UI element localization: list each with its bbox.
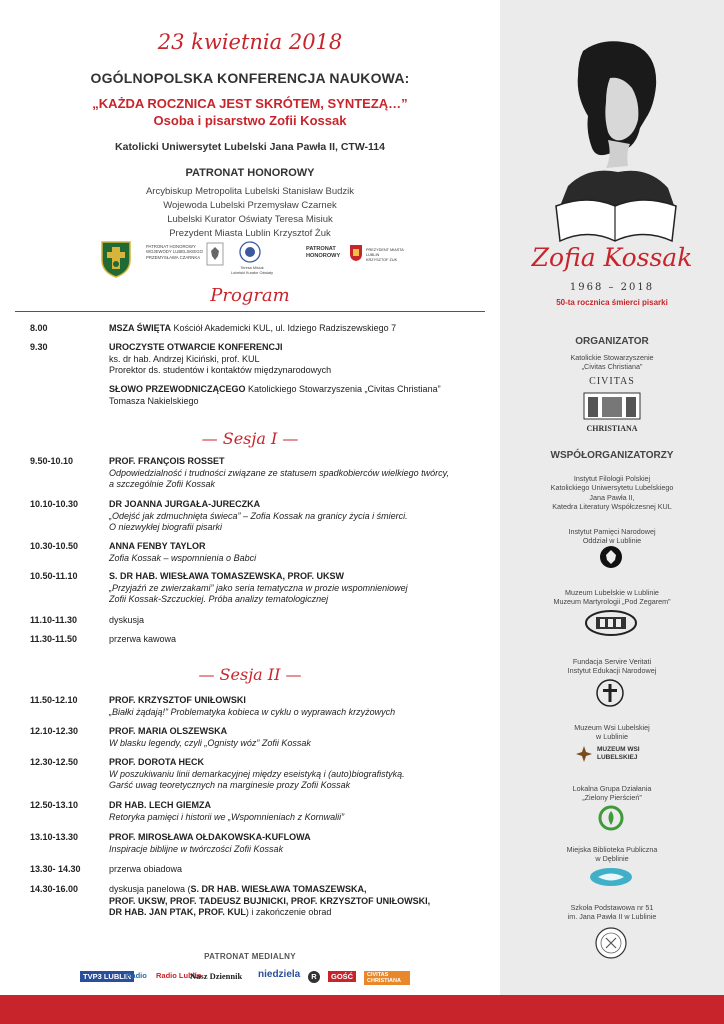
speaker-name: PROF. MIROSŁAWA OŁDAKOWSKA-KUFLOWA: [109, 832, 311, 842]
prezydent-logo-line: KRZYSZTOF ŻUK: [366, 258, 398, 262]
coorganizer-line: Oddział w Lublinie: [582, 536, 642, 546]
patron-item: Arcybiskup Metropolita Lubelski Stanisław Budzik: [145, 186, 355, 197]
schedule-time: 10.30-10.50: [30, 541, 79, 551]
session-1-heading: — Sesja I —: [201, 429, 299, 448]
schedule-body: [109, 832, 494, 855]
ipn-eagle-logo: [599, 545, 623, 569]
speaker-name: DR HAB. LECH GIEMZA: [109, 800, 211, 810]
speaker-name: PROF. FRANÇOIS ROSSET: [109, 456, 225, 466]
coorganizer-line: Katolickiego Uniwersytetu Lubelskiego: [550, 483, 674, 493]
schedule-title: SŁOWO PRZEWODNICZĄCEGO: [109, 384, 246, 394]
coorganizer-line: im. Jana Pawła II w Lublinie: [567, 912, 657, 922]
civitas-christiana-media-logo: CIVITAS CHRISTIANA: [364, 971, 410, 985]
session-2-heading: — Sesja II —: [198, 665, 302, 684]
kurator-emblem-icon: [238, 240, 262, 264]
venue: Katolicki Uniwersytet Lubelski Jana Pawła II, CTW-114: [115, 141, 385, 153]
coorganizer-line: Instytut Pamięci Narodowej: [568, 527, 656, 536]
coorganizer: [500, 474, 724, 511]
patron-item: Wojewoda Lubelski Przemysław Czarnek: [163, 200, 337, 211]
schedule-time: 12.30-12.50: [30, 757, 79, 767]
schedule-time: 13.30- 14.30: [30, 864, 81, 874]
schedule-time: 12.10-12.30: [30, 726, 79, 736]
speaker-name: PROF. KRZYSZTOF UNIŁOWSKI: [109, 695, 246, 705]
coorganizer: [500, 903, 724, 922]
coorganizer-line: Miejska Biblioteka Publiczna: [566, 845, 658, 854]
coorganizer-line: Muzeum Lubelskie w Lublinie: [565, 588, 659, 597]
conference-title: OGÓLNOPOLSKA KONFERENCJA NAUKOWA:: [90, 70, 410, 86]
zofia-kossak-years: 1968 – 2018: [569, 282, 655, 293]
panel-member: S. DR HAB. WIESŁAWA TOMASZEWSKA,: [190, 884, 367, 894]
civitas-christiana-logo: [580, 376, 644, 436]
media-heading: PATRONAT MEDIALNY: [204, 952, 296, 961]
radio-logo: Radio: [126, 971, 147, 980]
speaker-name: PROF. MARIA OLSZEWSKA: [109, 726, 228, 736]
zofia-kossak-name: Zofia Kossak: [531, 243, 693, 272]
schedule-detail: dyskusja panelowa (: [109, 884, 191, 894]
talk-title: Garść uwag teoretycznych na marginesie prozy Zofii Kossak: [109, 780, 351, 790]
servire-veritati-logo: [595, 678, 625, 708]
coorganizer-line: „Zielony Pierścień”: [582, 793, 642, 803]
schedule-detail: Kościół Akademicki KUL, ul. Idziego Radziszewskiego 7: [171, 323, 397, 333]
schedule-body: [109, 884, 494, 919]
biblioteka-deblin-logo: [588, 866, 634, 888]
speaker-name: S. DR HAB. WIESŁAWA TOMASZEWSKA, PROF. UKSW: [109, 571, 345, 581]
radio-r-logo: R: [308, 971, 320, 983]
patron-item: Prezydent Miasta Lublin Krzysztof Żuk: [169, 228, 331, 239]
speaker-name: DR JOANNA JURGAŁA-JURECZKA: [109, 499, 261, 509]
coorganizer: [500, 723, 724, 742]
wojewoda-logo-text: PATRONAT HONOROWY: [146, 244, 196, 249]
coorganizer-line: Jana Pawła II,: [589, 492, 635, 502]
schedule-body: [109, 800, 494, 823]
speaker-name: PROF. DOROTA HECK: [109, 757, 205, 767]
coorganizer-line: Muzeum Wsi Lubelskiej: [574, 723, 650, 732]
organizator-line: Katolickie Stowarzyszenie: [570, 353, 654, 362]
schedule-time: 12.50-13.10: [30, 800, 79, 810]
coorganizer-line: Lokalna Grupa Działania: [572, 784, 652, 793]
wojewoda-logo: [146, 244, 204, 260]
patronat-heading: PATRONAT HONOROWY: [185, 167, 315, 179]
prezydent-patronat-line: PATRONAT: [306, 246, 336, 252]
coorganizer-line: Fundacja Servire Veritati: [572, 657, 652, 666]
muzeum-wsi-logo: [575, 744, 651, 764]
coorganizer: [500, 784, 724, 803]
coorganizer-line: Instytut Edukacji Narodowej: [567, 666, 657, 676]
panel-member: PROF. UKSW, PROF. TADEUSZ BUJNICKI, PROF. KRZYSZTOF UNIŁOWSKI,: [109, 895, 431, 906]
coorganizer-line: w Lublinie: [596, 732, 628, 742]
coorganizer-line: Katedra Literatury Współczesnej KUL: [552, 501, 672, 511]
patron-list: [0, 185, 500, 241]
bottom-red-bar: [0, 995, 724, 1024]
schedule-time: 11.50-12.10: [30, 695, 78, 705]
coorganizer: [500, 657, 724, 676]
muzeum-wsi-logo-line: LUBELSKIEJ: [597, 753, 638, 761]
coorganizer-line: Szkoła Podstawowa nr 51: [570, 903, 654, 912]
schedule-detail: ) i zakończenie obrad: [245, 907, 332, 917]
conference-subtitle-1: „KAŻDA ROCZNICA JEST SKRÓTEM, SYNTEZĄ…”: [92, 96, 408, 111]
media-logos: [80, 967, 410, 989]
gosc-logo: GOŚĆ: [328, 971, 356, 982]
talk-title: O niezwykłej biografii pisarki: [109, 522, 223, 532]
muzeum-wsi-logo-line: MUZEUM WSI: [597, 746, 640, 753]
organizator-heading: ORGANIZATOR: [575, 336, 649, 347]
anniversary-label: 50-ta rocznica śmierci pisarki: [556, 298, 668, 307]
talk-title: Retoryka pamięci i historii we „Wspomnieniach z Kornwalii”: [109, 811, 345, 822]
zofia-kossak-portrait-image: [548, 36, 683, 246]
organizator-line: „Civitas Christiana”: [581, 362, 643, 372]
schedule-time: 13.10-13.30: [30, 832, 79, 842]
schedule-title: MSZA ŚWIĘTA: [109, 323, 171, 333]
schedule-time: 9.50-10.10: [30, 456, 74, 466]
prezydent-patronat-line: HONOROWY: [306, 253, 341, 259]
schedule-body: [109, 456, 494, 491]
tvp3-logo: TVP3 LUBLIN: [80, 971, 134, 982]
zielony-pierscien-logo: [598, 805, 624, 831]
lublin-coat-of-arms-icon: [349, 244, 363, 262]
wojewoda-logo-text: PRZEMYSŁAWA CZARNKA: [146, 254, 201, 260]
coorganizer-line: w Dęblinie: [595, 854, 629, 864]
talk-title: „Przyjaźń ze zwierzakami” jako seria tematyczna w prozie wspomnieniowej: [109, 582, 408, 593]
coorganizer: [500, 845, 724, 864]
talk-title: „Odejść jak zdmuchnięta świeca” – Zofia Kossak na granicy życia i śmierci.: [109, 510, 408, 521]
prezydent-logo-text: [366, 248, 408, 263]
kurator-logo-line: Lubelski Kurator Oświaty: [231, 270, 273, 275]
talk-title: Zofii Kossak-Szczuckiej. Próba analizy tematologicznej: [109, 594, 329, 604]
talk-title: „Białki żądają!” Problematyka kobieca w cyklu o wyprawach krzyżowych: [109, 706, 396, 717]
civitas-logo-bottom-text: CHRISTIANA: [586, 424, 638, 433]
schedule-body: [109, 757, 494, 792]
schedule-time: 11.10-11.30: [30, 615, 78, 625]
schedule-time: 10.10-10.30: [30, 499, 79, 509]
nasz-dziennik-logo: Nasz Dziennik: [190, 971, 243, 981]
schedule-body: [109, 342, 494, 377]
event-date: 23 kwietnia 2018: [157, 30, 343, 54]
coorganizer-line: Muzeum Martyrologii „Pod Zegarem”: [553, 597, 671, 607]
civitas-building-icon: [582, 387, 642, 421]
szkola-podstawowa-51-logo: [594, 926, 628, 960]
schedule-detail: dyskusja: [109, 615, 145, 625]
talk-title: Zofia Kossak – wspomnienia o Babci: [109, 552, 257, 563]
civitas-logo-top-text: CIVITAS: [589, 376, 635, 387]
schedule-time: 11.30-11.50: [30, 634, 78, 644]
coorganizer: [500, 588, 724, 607]
talk-title: W blasku legendy, czyli „Ognisty wóz” Zofii Kossak: [109, 737, 311, 748]
conference-subtitle-2: Osoba i pisarstwo Zofii Kossak: [153, 113, 347, 128]
polish-eagle-icon: [206, 242, 224, 266]
talk-title: Inspiracje biblijne w twórczości Zofii Kossak: [109, 843, 284, 854]
schedule-body: [109, 323, 494, 335]
archbishop-coat-of-arms-logo: [98, 240, 134, 278]
talk-title: W poszukiwaniu linii demarkacyjnej między eseistyką i (auto)biografistyką.: [109, 768, 405, 779]
muzeum-lubelskie-logo: [584, 609, 638, 637]
schedule-time: 14.30-16.00: [30, 884, 79, 894]
schedule-body: [109, 571, 494, 606]
coorganizer: [500, 527, 724, 546]
speaker-name: ANNA FENBY TAYLOR: [109, 541, 206, 551]
niedziela-logo: niedziela: [258, 969, 301, 980]
organizator-text: [500, 353, 724, 372]
folk-pattern-icon: [575, 745, 593, 763]
schedule-time: 9.30: [30, 342, 48, 352]
schedule-body: [109, 726, 494, 749]
muzeum-wsi-logo-text: [597, 746, 640, 761]
schedule-time: 10.50-11.10: [30, 571, 78, 581]
schedule-detail: Prorektor ds. studentów i kontaktów międzynarodowych: [109, 365, 332, 375]
patron-item: Lubelski Kurator Oświaty Teresa Misiuk: [167, 214, 333, 225]
schedule-detail: ks. dr hab. Andrzej Kiciński, prof. KUL: [109, 353, 260, 364]
coorganizer-line: Instytut Filologii Polskiej: [573, 474, 651, 483]
prezydent-logo-line: PREZYDENT MIASTA LUBLIN: [366, 248, 404, 257]
schedule-body: [109, 499, 494, 534]
patron-logos: [98, 240, 408, 278]
kurator-logo-text: [224, 266, 280, 276]
schedule-detail: Katolickiego Stowarzyszenia „Civitas Christiana”: [245, 384, 441, 394]
schedule-detail: przerwa obiadowa: [109, 864, 183, 874]
radio-lublin-logo: Radio Lublin: [156, 971, 202, 980]
schedule-detail: przerwa kawowa: [109, 634, 177, 644]
schedule-detail: Tomasza Nakielskiego: [109, 395, 199, 406]
schedule-body: [109, 541, 494, 564]
talk-title: Odpowiedzialność i trudności związane ze statusem spadkobierców wielkiego twórcy,: [109, 467, 449, 478]
program-divider: [15, 311, 485, 312]
wojewoda-logo-text: WOJEWODY LUBELSKIEGO: [146, 249, 203, 255]
prezydent-patronat-label: [306, 246, 340, 260]
coorganizers-heading: WSPÓŁORGANIZATORZY: [550, 450, 674, 461]
panel-member: DR HAB. JAN PTAK, PROF. KUL: [109, 907, 246, 917]
kurator-logo-line: Teresa Misiuk: [240, 266, 264, 270]
program-heading: Program: [210, 285, 290, 306]
schedule-body: [109, 695, 494, 718]
talk-title: a szczególnie Zofii Kossak: [109, 479, 216, 489]
schedule-body: [109, 384, 494, 407]
schedule-title: UROCZYSTE OTWARCIE KONFERENCJI: [109, 342, 283, 352]
schedule-time: 8.00: [30, 323, 48, 333]
